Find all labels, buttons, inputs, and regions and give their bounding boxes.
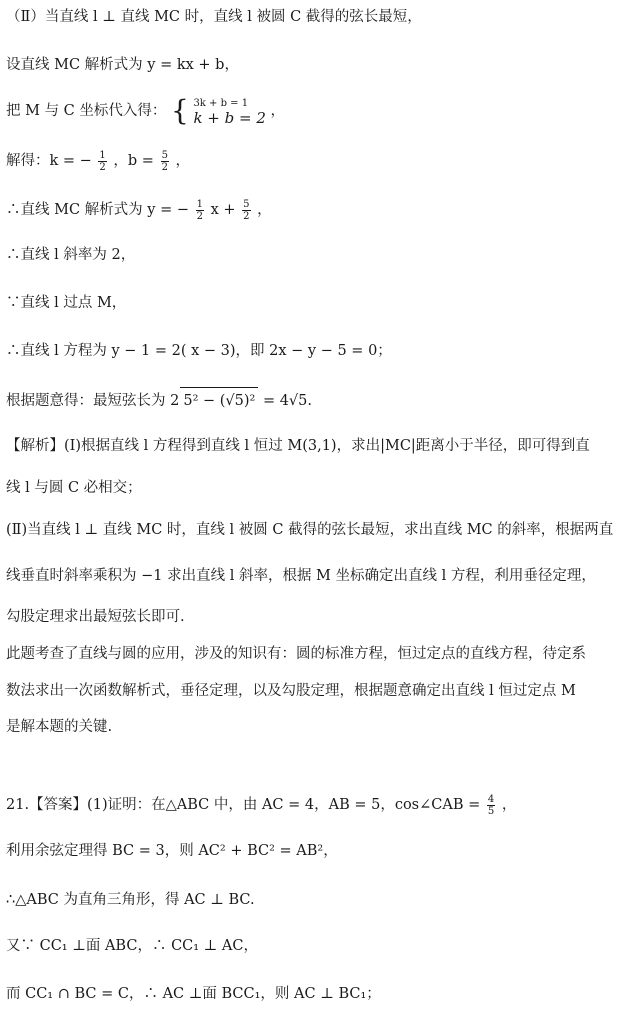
text-line xyxy=(6,519,634,541)
text-line xyxy=(6,643,634,665)
frac-num: 4 xyxy=(487,793,495,805)
frac-den: 5 xyxy=(487,805,495,817)
line-text: 解得：k = − xyxy=(6,153,92,169)
line-text: x + xyxy=(210,202,236,218)
text-line xyxy=(6,606,634,628)
line-text: ∵直线 l 过点 M， xyxy=(6,295,127,311)
line-text: 【解析】(Ⅰ)根据直线 l 方程得到直线 l 恒过 M(3,1)，求出|MC|距离小于半径，即可得到直 xyxy=(6,438,590,454)
text-line xyxy=(6,244,634,266)
line-text: 又∵ CC₁ ⊥面 ABC，∴ CC₁ ⊥ AC， xyxy=(6,938,258,954)
frac-num: 1 xyxy=(196,198,203,210)
line-text: ， xyxy=(501,797,517,813)
text-line xyxy=(6,148,634,174)
line-text: = 4√5. xyxy=(258,393,313,409)
fraction xyxy=(161,150,169,173)
text-line xyxy=(6,340,634,362)
line-text: （Ⅱ）当直线 l ⊥ 直线 MC 时，直线 l 被圆 C 截得的弦长最短， xyxy=(6,9,422,25)
text-line xyxy=(6,889,634,911)
text-line xyxy=(6,565,634,587)
line-text: 勾股定理求出最短弦长即可. xyxy=(6,609,185,625)
system-eq-2: k + b = 2 xyxy=(193,109,266,127)
frac-num: 1 xyxy=(99,149,106,161)
frac-den: 2 xyxy=(243,210,250,222)
fraction xyxy=(487,794,495,817)
text-line xyxy=(6,792,634,818)
line-text: 而 CC₁ ∩ BC = C，∴ AC ⊥面 BCC₁，则 AC ⊥ BC₁； xyxy=(6,986,381,1002)
text-line xyxy=(6,477,634,499)
text-line xyxy=(6,716,634,738)
text-line xyxy=(6,935,634,957)
text-line xyxy=(6,435,634,457)
line-text: 21.【答案】(1)证明：在△ABC 中，由 AC = 4，AB = 5，cos∠CAB = xyxy=(6,797,481,813)
line-text: 线 l 与圆 C 必相交； xyxy=(6,480,142,496)
text-line xyxy=(6,6,634,28)
frac-num: 5 xyxy=(161,149,168,161)
text-line xyxy=(6,387,634,414)
line-text: ，b = xyxy=(113,153,154,169)
frac-den: 2 xyxy=(196,210,203,222)
fraction xyxy=(242,199,250,222)
line-text: ∴△ABC 为直角三角形，得 AC ⊥ BC. xyxy=(6,892,255,908)
text-line xyxy=(6,983,634,1005)
frac-num: 5 xyxy=(243,198,250,210)
fraction xyxy=(196,199,204,222)
line-text: 数法求出一次函数解析式，垂径定理，以及勾股定理，根据题意确定出直线 l 恒过定点 M xyxy=(6,683,576,699)
line-text: ， xyxy=(175,153,191,169)
line-text: 根据题意得：最短弦长为 2 xyxy=(6,393,180,409)
text-line xyxy=(6,96,634,126)
line-text: 此题考查了直线与圆的应用，涉及的知识有：圆的标准方程，恒过定点的直线方程，待定系 xyxy=(6,646,586,662)
left-brace: { xyxy=(171,94,189,127)
line-text: ， xyxy=(270,103,285,119)
line-text: 利用余弦定理得 BC = 3，则 AC² + BC² = AB²， xyxy=(6,843,338,859)
system-eq-1: 3k + b = 1 xyxy=(193,98,249,109)
text-line xyxy=(6,680,634,702)
text-line xyxy=(6,197,634,223)
text-line xyxy=(6,840,634,862)
text-line xyxy=(6,54,634,76)
line-text: ， xyxy=(257,202,272,218)
line-text: ∴直线 l 斜率为 2， xyxy=(6,247,136,263)
line-text: 设直线 MC 解析式为 y = kx + b， xyxy=(6,57,239,73)
line-text: 是解本题的关键. xyxy=(6,719,113,735)
equation-system xyxy=(193,97,265,125)
line-text: 把 M 与 C 坐标代入得： xyxy=(6,103,167,119)
line-text: ∴直线 MC 解析式为 y = − xyxy=(6,202,189,218)
frac-den: 2 xyxy=(99,161,106,173)
line-text: 线垂直时斜率乘积为 −1 求出直线 l 斜率，根据 M 坐标确定出直线 l 方程，利用垂径定理， xyxy=(6,568,596,584)
frac-den: 2 xyxy=(161,161,168,173)
line-text: (Ⅱ)当直线 l ⊥ 直线 MC 时，直线 l 被圆 C 截得的弦长最短，求出直线 MC 的斜率，根据两直 xyxy=(6,522,614,538)
sqrt-expression: 5² − (√5)² xyxy=(180,387,258,414)
text-line xyxy=(6,292,634,314)
fraction xyxy=(98,150,106,173)
line-text: ∴直线 l 方程为 y − 1 = 2( x − 3)，即 2x − y − 5 = 0； xyxy=(6,343,392,359)
